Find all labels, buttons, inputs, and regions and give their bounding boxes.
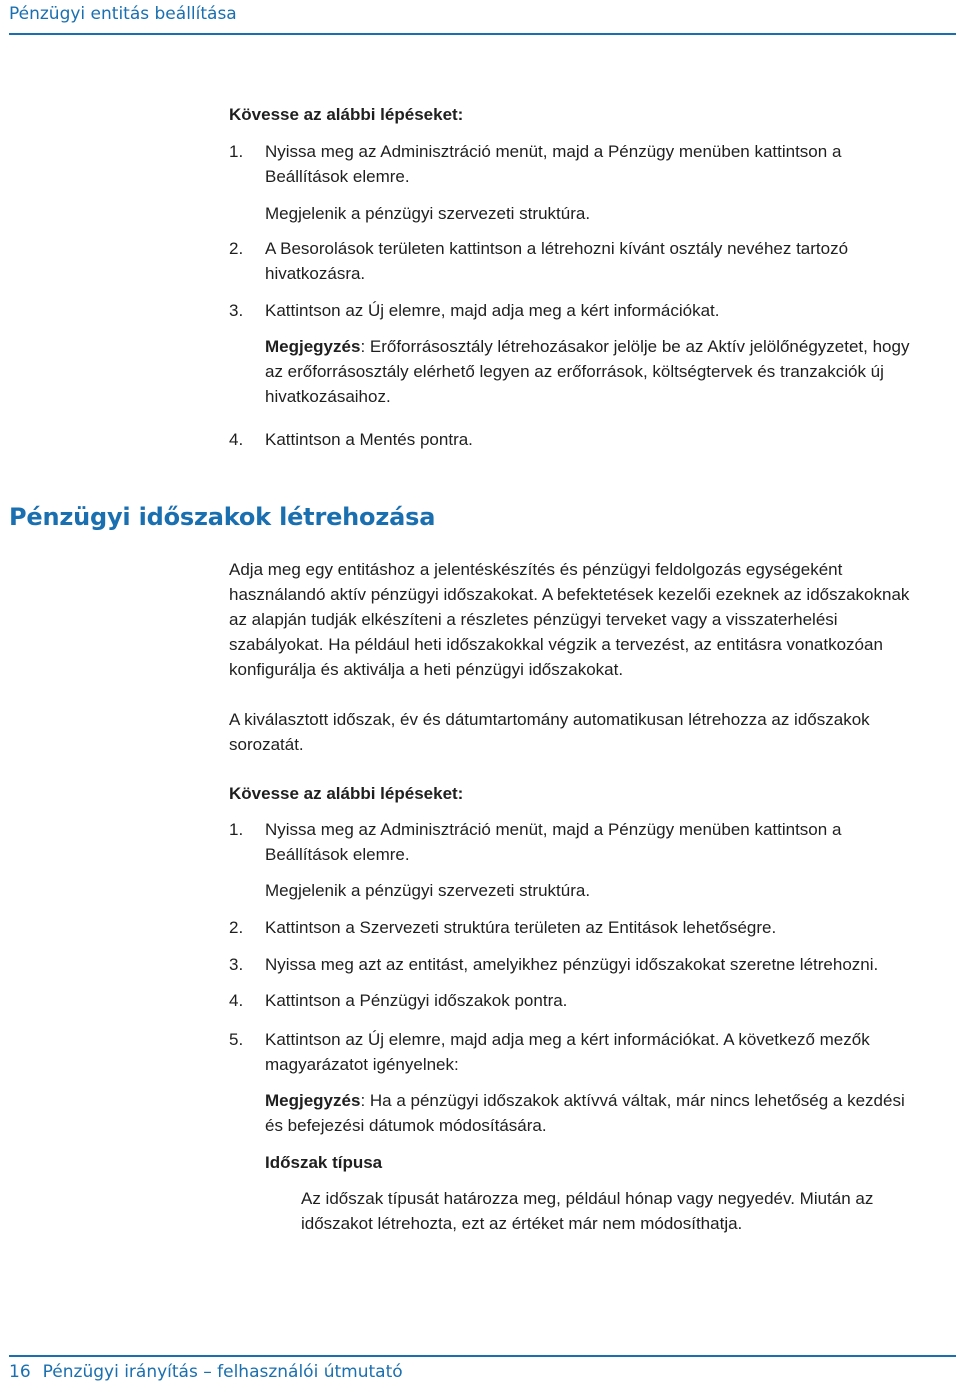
step-number: 4.	[229, 991, 244, 1010]
page-footer	[9, 1362, 403, 1382]
step-number: 3.	[229, 301, 244, 320]
page-header-title: Pénzügyi entitás beállítása	[9, 4, 237, 24]
follow-steps-label: Kövesse az alábbi lépéseket:	[229, 105, 464, 124]
step-number: 1.	[229, 142, 244, 161]
intro-paragraph: Adja meg egy entitáshoz a jelentéskészítés és pénzügyi feldolgozás egységeként használandó aktív pénzügyi időszakokat. A befektetések kezelői ezeknek az időszakoknak az alapján tudják elkészíteni a részletes pénzügyi terveket vagy a visszaterhelési szabályokat. Ha például heti időszakokkal végzik a tervezést, az entitásra vonatkozóan konfigurálja és aktiválja a heti pénzügyi időszakokat.	[229, 560, 910, 679]
step-result: Megjelenik a pénzügyi szervezeti struktúra.	[265, 881, 591, 900]
step-number: 1.	[229, 820, 244, 839]
footer-title: Pénzügyi irányítás – felhasználói útmutató	[42, 1362, 403, 1382]
follow-steps-label: Kövesse az alábbi lépéseket:	[229, 784, 464, 803]
info-paragraph: A kiválasztott időszak, év és dátumtartomány automatikusan létrehozza az időszakok sorozatát.	[229, 710, 870, 754]
step-number: 5.	[229, 1030, 244, 1049]
note-text: : Erőforrásosztály létrehozásakor jelölje be az Aktív jelölőnégyzetet, hogy az erőforrásosztály elérhető legyen az erőforrások, költségtervek és tranzakciók új hivatkozásaihoz.	[265, 337, 910, 406]
step-text: Kattintson a Szervezeti struktúra területen az Entitások lehetőségre.	[265, 918, 777, 937]
step-text: Kattintson az Új elemre, majd adja meg a kért információkat. A következő mezők magyarázatot igényelnek:	[265, 1030, 870, 1074]
page-number: 16	[9, 1362, 31, 1382]
footer-divider	[9, 1355, 956, 1357]
step-text: Kattintson az Új elemre, majd adja meg a kért információkat.	[265, 301, 720, 320]
note-text: : Ha a pénzügyi időszakok aktívvá váltak, már nincs lehetőség a kezdési és befejezési dátumok módosítására.	[265, 1091, 905, 1135]
note	[265, 334, 925, 409]
step-text: Nyissa meg azt az entitást, amelyikhez pénzügyi időszakokat szeretne létrehozni.	[265, 955, 879, 974]
step-text: Nyissa meg az Adminisztráció menüt, majd a Pénzügy menüben kattintson a Beállítások elemre.	[265, 142, 842, 186]
section-heading: Pénzügyi időszakok létrehozása	[9, 503, 436, 531]
field-label: Időszak típusa	[265, 1153, 383, 1172]
step-text: Kattintson a Mentés pontra.	[265, 430, 473, 449]
step-number: 2.	[229, 918, 244, 937]
note-label: Megjegyzés	[265, 1091, 361, 1110]
header-divider	[9, 33, 956, 35]
note	[265, 1088, 925, 1138]
field-description: Az időszak típusát határozza meg, például hónap vagy negyedév. Miután az időszakot létrehozta, ezt az értéket már nem módosíthatja.	[301, 1189, 874, 1233]
step-text: A Besorolások területen kattintson a létrehozni kívánt osztály nevéhez tartozó hivatkozásra.	[265, 239, 849, 283]
step-number: 4.	[229, 430, 244, 449]
step-text: Kattintson a Pénzügyi időszakok pontra.	[265, 991, 568, 1010]
step-result: Megjelenik a pénzügyi szervezeti struktúra.	[265, 204, 591, 223]
note-label: Megjegyzés	[265, 337, 361, 356]
step-number: 2.	[229, 239, 244, 258]
step-text: Nyissa meg az Adminisztráció menüt, majd a Pénzügy menüben kattintson a Beállítások elemre.	[265, 820, 842, 864]
step-number: 3.	[229, 955, 244, 974]
